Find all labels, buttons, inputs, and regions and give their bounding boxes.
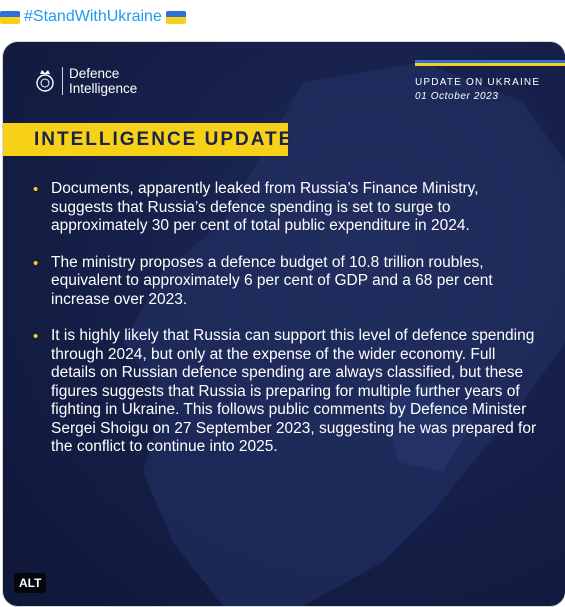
bullet-item <box>33 327 543 457</box>
crest-icon <box>34 67 56 95</box>
update-header <box>415 60 565 102</box>
intelligence-banner <box>3 123 294 156</box>
update-date: 01 October 2023 <box>415 91 499 102</box>
bullet-text: Documents, apparently leaked from Russia’s Finance Ministry, suggests that Russia’s defence spending is set to surge to approximately 30 per cent of total public expenditure in 2024. <box>51 180 479 234</box>
logo-line-1: Defence <box>69 66 120 81</box>
logo-divider <box>62 67 63 95</box>
banner-title: INTELLIGENCE UPDATE <box>34 128 294 150</box>
bullet-item <box>33 180 543 236</box>
bullet-dot-icon: • <box>33 328 39 345</box>
ukraine-flag-icon <box>0 11 20 24</box>
hashtag-link[interactable]: #StandWithUkraine <box>24 8 162 25</box>
bullet-text: It is highly likely that Russia can support this level of defence spending through 2024, but only at the expense of the wider economy. Full details on Russian defence spending are always classified, but these figures suggests that Russia is preparing for multiple further years of fighting in Ukraine. This follows public comments by Defence Minister Sergei Shoigu on 27 September 2023, suggesting he was prepared for the conflict to continue into 2025. <box>51 327 537 455</box>
update-title: UPDATE ON UKRAINE <box>415 77 541 88</box>
bullet-list <box>33 180 543 475</box>
bullet-dot-icon: • <box>33 181 39 198</box>
hashtag-row <box>0 6 186 28</box>
alt-text-button[interactable]: ALT <box>14 573 46 593</box>
flag-stripe-yellow <box>415 63 565 66</box>
ukraine-flag-icon <box>166 11 186 24</box>
defence-intelligence-logo <box>34 66 137 96</box>
logo-line-2: Intelligence <box>69 81 138 96</box>
post-image[interactable] <box>2 41 565 607</box>
logo-text <box>69 66 137 96</box>
bullet-item <box>33 254 543 310</box>
bullet-text: The ministry proposes a defence budget of 10.8 trillion roubles, equivalent to approximately 6 per cent of GDP and a 68 per cent increase over 2023. <box>51 253 493 308</box>
bullet-dot-icon: • <box>33 254 39 272</box>
